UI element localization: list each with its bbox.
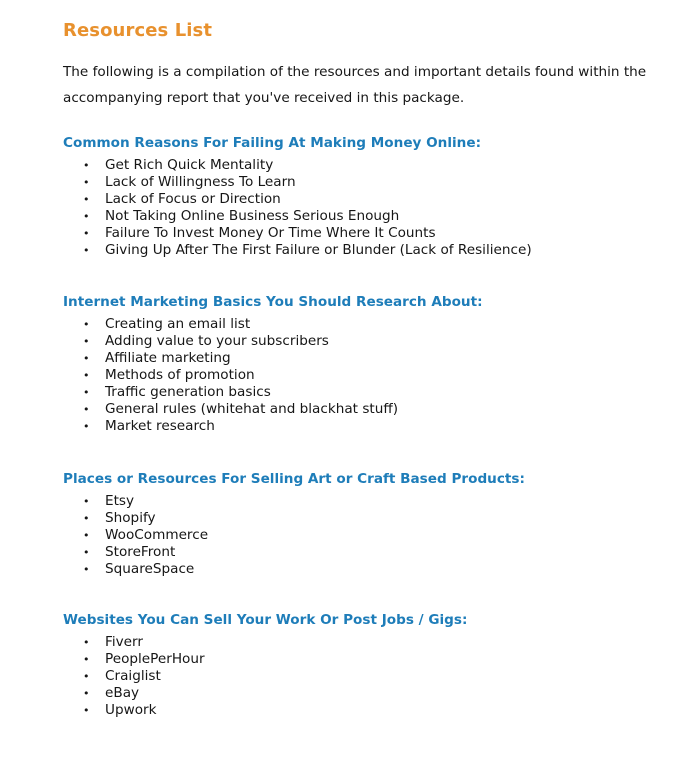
list-item-text: PeoplePerHour	[105, 651, 205, 667]
list-item	[63, 561, 525, 578]
bullet-icon: •	[83, 653, 90, 666]
list-item	[63, 384, 483, 401]
bullet-icon: •	[83, 495, 90, 508]
bullet-icon: •	[83, 420, 90, 433]
list-item-text: Traffic generation basics	[105, 384, 271, 400]
bullet-icon: •	[83, 369, 90, 382]
list-item-text: Affiliate marketing	[105, 350, 231, 366]
bullet-icon: •	[83, 244, 90, 257]
bullet-icon: •	[83, 176, 90, 189]
list-item-text: Craiglist	[105, 668, 161, 684]
list-item	[63, 685, 467, 702]
bullet-icon: •	[83, 210, 90, 223]
section-heading: Places or Resources For Selling Art or Craft Based Products:	[63, 471, 525, 487]
section-work-gig-websites	[63, 610, 467, 719]
list-item-text: StoreFront	[105, 544, 176, 560]
section-heading: Internet Marketing Basics You Should Research About:	[63, 294, 483, 310]
list-item	[63, 157, 532, 174]
bullet-icon: •	[83, 193, 90, 206]
section-heading: Websites You Can Sell Your Work Or Post Jobs / Gigs:	[63, 612, 468, 628]
bullet-icon: •	[83, 403, 90, 416]
list-item-text: Etsy	[105, 493, 135, 509]
bullet-icon: •	[83, 563, 90, 576]
bullet-icon: •	[83, 335, 90, 348]
section-failing-reasons	[63, 133, 532, 259]
list-item-text: Lack of Willingness To Learn	[105, 174, 296, 190]
list-item-text: Shopify	[105, 510, 156, 526]
bullet-icon: •	[83, 318, 90, 331]
bullet-list	[63, 316, 483, 435]
list-item	[63, 634, 467, 651]
list-item-text: Lack of Focus or Direction	[105, 191, 281, 207]
list-item	[63, 208, 532, 225]
bullet-icon: •	[83, 704, 90, 717]
bullet-icon: •	[83, 529, 90, 542]
bullet-icon: •	[83, 636, 90, 649]
list-item-text: Creating an email list	[105, 316, 251, 332]
list-item-text: Giving Up After The First Failure or Blunder (Lack of Resilience)	[105, 242, 532, 258]
list-item	[63, 510, 525, 527]
bullet-icon: •	[83, 352, 90, 365]
bullet-icon: •	[83, 546, 90, 559]
list-item-text: Not Taking Online Business Serious Enough	[105, 208, 400, 224]
list-item	[63, 702, 467, 719]
list-item-text: eBay	[105, 685, 140, 701]
intro-paragraph: The following is a compilation of the resources and important details found within the accompanying report that you've received in this package.	[63, 64, 647, 106]
bullet-icon: •	[83, 512, 90, 525]
section-heading: Common Reasons For Failing At Making Money Online:	[63, 135, 482, 151]
section-marketing-basics	[63, 292, 483, 435]
list-item	[63, 401, 483, 418]
list-item-text: Adding value to your subscribers	[105, 333, 329, 349]
list-item-text: General rules (whitehat and blackhat stuff)	[105, 401, 399, 417]
list-item	[63, 225, 532, 242]
list-item	[63, 333, 483, 350]
list-item-text: WooCommerce	[105, 527, 209, 543]
bullet-icon: •	[83, 227, 90, 240]
list-item-text: SquareSpace	[105, 561, 195, 577]
section-art-craft-resources	[63, 469, 525, 578]
list-item-text: Methods of promotion	[105, 367, 255, 383]
list-item-text: Market research	[105, 418, 215, 434]
list-item	[63, 651, 467, 668]
bullet-list	[63, 157, 532, 259]
list-item	[63, 174, 532, 191]
list-item	[63, 367, 483, 384]
list-item	[63, 493, 525, 510]
list-item	[63, 242, 532, 259]
bullet-list	[63, 634, 467, 719]
list-item	[63, 418, 483, 435]
bullet-icon: •	[83, 670, 90, 683]
list-item-text: Failure To Invest Money Or Time Where It Counts	[105, 225, 436, 241]
bullet-icon: •	[83, 386, 90, 399]
bullet-list	[63, 493, 525, 578]
list-item-text: Get Rich Quick Mentality	[105, 157, 274, 173]
list-item-text: Fiverr	[105, 634, 143, 650]
list-item	[63, 544, 525, 561]
list-item	[63, 350, 483, 367]
bullet-icon: •	[83, 159, 90, 172]
list-item	[63, 316, 483, 333]
list-item	[63, 668, 467, 685]
bullet-icon: •	[83, 687, 90, 700]
list-item-text: Upwork	[105, 702, 157, 718]
list-item	[63, 191, 532, 208]
page-title: Resources List	[63, 20, 213, 41]
list-item	[63, 527, 525, 544]
